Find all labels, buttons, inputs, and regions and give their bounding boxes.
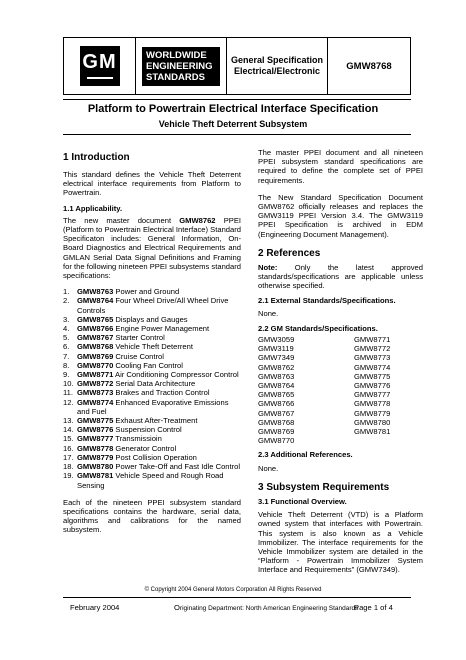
list-item: GMW8778 (354, 399, 391, 409)
additional-references-value: None. (258, 463, 279, 473)
functional-overview-heading: 3.1 Functional Overview. (258, 496, 347, 506)
external-standards-heading: 2.1 External Standards/Specifications. (258, 296, 396, 306)
org-line-3: STANDARDS (146, 71, 205, 83)
list-item: GMW8773 (354, 353, 391, 363)
list-item: GMW8771 (354, 335, 391, 345)
intro-text: This standard defines the Vehicle Theft Deterrent electrical interface requirements from Platform to Powertrain. (63, 170, 241, 198)
document-title: Platform to Powertrain Electrical Interface Specification (87, 103, 379, 115)
references-heading: 2 References (258, 247, 321, 259)
footer-rule (63, 597, 411, 598)
spec-line-1: General Specification (230, 55, 324, 65)
applicability-heading: 1.1 Applicability. (63, 203, 123, 213)
gm-standards-col-2 (354, 335, 414, 445)
footer-originating-rest: riginating Department: North American Engineering Standards (179, 605, 359, 612)
gm-standards-col-1 (258, 335, 354, 445)
list-item: 4. GMW8766 Engine Power Management (63, 324, 210, 334)
org-line-2: ENGINEERING (146, 60, 213, 72)
applicability-pre: The new master document (63, 215, 180, 225)
list-item: 11. GMW8773 Brakes and Traction Control (63, 388, 210, 398)
list-item: 2. GMW8764 Four Wheel Drive/All Wheel Drive Controls (63, 296, 229, 315)
list-item: GMW8764 (258, 381, 295, 391)
applicability-doc-ref: GMW8762 (179, 215, 216, 225)
spec-type-cell (227, 38, 328, 94)
gm-standards-table (258, 335, 423, 445)
list-item: GMW8775 (354, 371, 391, 381)
list-item: GMW8763 (258, 371, 295, 381)
doc-number: GMW8768 (346, 60, 392, 72)
list-item: GMW3059 (258, 335, 295, 345)
list-item: 3. GMW8765 Displays and Gauges (63, 314, 188, 324)
list-item: 14. GMW8776 Suspension Control (63, 425, 182, 435)
footer-originating-initial: O (174, 603, 180, 612)
copyright-notice: © Copyright 2004 General Motors Corporation All Rights Reserved (144, 587, 322, 593)
list-item: 13. GMW8775 Exhaust After-Treatment (63, 416, 198, 426)
additional-references-heading: 2.3 Additional References. (258, 450, 353, 460)
list-item: GMW8777 (354, 390, 391, 400)
org-cell (136, 38, 227, 94)
list-item: GMW8776 (354, 381, 391, 391)
functional-overview-text: Vehicle Theft Deterrent (VTD) is a Platform owned system that interfaces with Powertrain. This system is also known as a Vehicle Immobilizer. The interface requirements for the Vehicle Immobilizer system are detailed in the “Platform - Powertrain Immobilizer System Interface and Requirements” (GMW7349). (258, 510, 423, 575)
list-item: 9. GMW8771 Air Conditioning Compressor Control (63, 370, 239, 380)
list-item: GMW8767 (258, 408, 295, 418)
list-item: 17. GMW8779 Post Collision Operation (63, 452, 197, 462)
list-item: GMW8770 (258, 436, 295, 446)
list-item: GMW8768 (258, 417, 295, 427)
intro-heading: 1 Introduction (63, 152, 130, 163)
list-item: 19. GMW8781 Vehicle Speed and Rough Road Sensing (63, 471, 224, 490)
list-item: GMW8766 (258, 399, 295, 409)
logo-cell (64, 38, 136, 94)
list-item: GMW8781 (354, 427, 391, 437)
list-item: 7. GMW8769 Cruise Control (63, 351, 164, 361)
note-text (258, 263, 423, 291)
applicability-text (63, 216, 241, 280)
title-rule-bottom (63, 134, 411, 135)
new-standard-text: The New Standard Specification Document GMW8762 officially releases and replaces the GMW3119 PPEI Version 3.4. The GMW3119 PPEI Specification is archived in EDM (Engineering Document Management). (258, 192, 423, 239)
applicability-post: PPEI (Platform to Powertrain Electrical Interface) Standard Specificaton includes: General Information, On-Board Diagnostics and Electrical Requirements and GMLAN Serial Data Signal Definitions and Framing for the following nineteen PPEI subsystems standard specifications: (63, 215, 241, 281)
subsystem-list (63, 287, 241, 489)
list-item: GMW3119 (258, 344, 294, 354)
list-item: 6. GMW8768 Vehicle Theft Deterrent (63, 342, 193, 352)
org-badge (142, 47, 220, 86)
list-item: 18. GMW8780 Power Take-Off and Fast Idle Control (63, 462, 241, 472)
spec-line-2: Electrical/Electronic (233, 66, 321, 76)
list-item: GMW8779 (354, 408, 391, 418)
subsystem-requirements-heading: 3 Subsystem Requirements (258, 481, 390, 493)
list-item: GMW8769 (258, 427, 295, 437)
list-item: GMW8780 (354, 417, 391, 427)
gm-standards-heading: 2.2 GM Standards/Specifications. (258, 323, 378, 333)
list-item: GMW8762 (258, 362, 295, 372)
external-standards-value: None. (258, 308, 279, 318)
list-item: GMW8772 (354, 344, 391, 354)
left-column (63, 152, 241, 535)
list-item: 16. GMW8778 Generator Control (63, 443, 177, 453)
list-item: 1. GMW8763 Power and Ground (63, 287, 180, 297)
footer-originating-department (174, 603, 358, 612)
list-item: GMW8774 (354, 362, 391, 372)
gm-logo-text: GM (82, 51, 117, 73)
note-label: Note: (258, 262, 278, 272)
list-item: GMW8765 (258, 390, 295, 400)
gm-logo (80, 46, 120, 86)
gm-logo-underline (87, 77, 113, 79)
list-item: 8. GMW8770 Cooling Fan Control (63, 360, 183, 370)
list-item: 5. GMW8767 Starter Control (63, 333, 165, 343)
list-item: 15. GMW8777 Transmissioin (63, 434, 162, 444)
note-body: Only the latest approved standards/specifications are applicable unless otherwise specified. (258, 262, 423, 291)
master-ppei-text: The master PPEI document and all nineteen PPEI subsystem standard specifications are required to define the complete set of PPEI requirements. (258, 148, 423, 185)
page-number: Page 1 of 4 (354, 603, 393, 612)
list-item: GMW7349 (258, 353, 295, 363)
document-subtitle: Vehicle Theft Deterrent Subsystem (158, 119, 308, 129)
document-header (63, 37, 411, 95)
footer-date: February 2004 (70, 603, 120, 612)
list-item: 12. GMW8774 Enhanced Evaporative Emissions and Fuel (63, 397, 229, 416)
list-item: 10. GMW8772 Serial Data Architecture (63, 379, 196, 389)
org-line-1: WORLDWIDE (146, 49, 207, 61)
closing-text: Each of the nineteen PPEI subsystem standard specifications contains the hardware, serial data, algorithms and calibrations for the named subsystem. (63, 497, 241, 535)
right-column (258, 148, 423, 575)
title-rule-top (63, 99, 411, 100)
